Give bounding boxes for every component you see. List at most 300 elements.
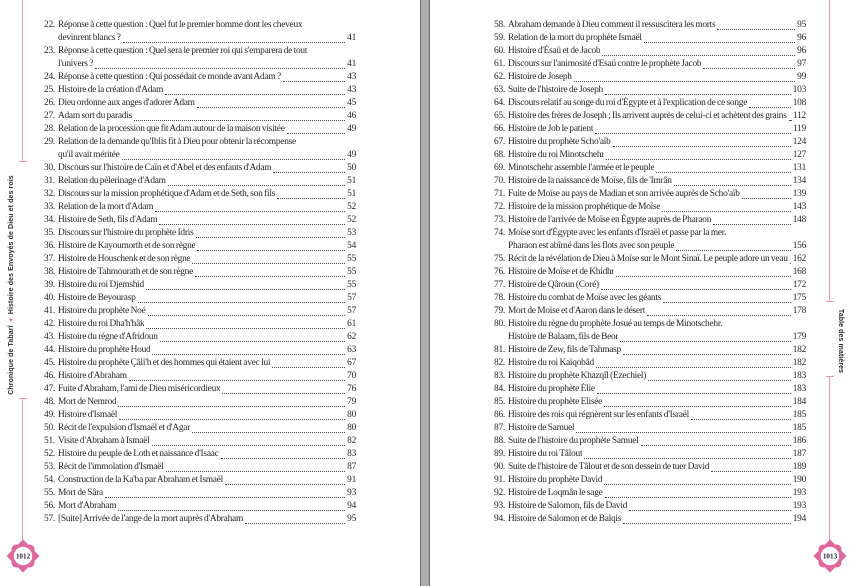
dot-leader bbox=[623, 523, 791, 524]
margin-rule bbox=[22, 0, 23, 162]
entry-title: Discours relatif au songe du roi d'Égypte et à l'explication de ce songe bbox=[507, 98, 748, 108]
entry-title: Histoire de Job le patient bbox=[507, 124, 594, 134]
toc-entry-line bbox=[44, 331, 356, 344]
toc-entry bbox=[494, 474, 806, 487]
dot-leader bbox=[138, 302, 346, 303]
entry-title: Suite de l'histoire du prophète Samuel bbox=[507, 436, 639, 446]
entry-page-number: 57 bbox=[347, 293, 356, 303]
toc-entry-line bbox=[44, 461, 356, 474]
entry-title: Histoire de Salomon, fils de David bbox=[507, 501, 628, 511]
entry-number: 62. bbox=[494, 72, 505, 82]
dot-leader bbox=[674, 185, 791, 186]
toc-entry-continuation bbox=[494, 240, 806, 253]
toc-entry bbox=[44, 110, 356, 123]
toc-entry bbox=[494, 396, 806, 409]
toc-entry-line bbox=[494, 175, 806, 188]
dot-leader bbox=[663, 302, 791, 303]
entry-page-number: 93 bbox=[347, 488, 356, 498]
entry-title: Discours sur la mission prophétique d'Adam et de Seth, son fils bbox=[57, 189, 276, 199]
entry-page-number: 186 bbox=[792, 436, 806, 446]
entry-title: Réponse à cette question : Quel sera le premier roi qui s'emparera de tout bbox=[57, 46, 308, 56]
dot-leader bbox=[152, 354, 345, 355]
entry-number: 79. bbox=[494, 306, 505, 316]
entry-number: 30. bbox=[44, 163, 55, 173]
entry-title: Histoire du roi Dha'h'hâk bbox=[57, 319, 145, 329]
entry-page-number: 55 bbox=[347, 267, 356, 277]
dot-leader bbox=[146, 328, 345, 329]
toc-entry-line bbox=[44, 84, 356, 97]
entry-page-number: 46 bbox=[347, 111, 356, 121]
entry-number: 75. bbox=[494, 254, 505, 264]
dot-leader bbox=[272, 367, 345, 368]
entry-title: Minotschehr assemble l'armée et le peuple bbox=[507, 163, 655, 173]
entry-title: Récit de l'expulsion d'Ismaël et d'Agar bbox=[57, 423, 191, 433]
toc-entry-line bbox=[44, 253, 356, 266]
entry-number: 85. bbox=[494, 397, 505, 407]
toc-entry-line bbox=[44, 500, 356, 513]
entry-page-number: 41 bbox=[347, 33, 356, 43]
dot-leader bbox=[574, 81, 795, 82]
entry-page-number: 55 bbox=[347, 254, 356, 264]
entry-number: 23. bbox=[44, 46, 55, 56]
toc-entry-line bbox=[494, 84, 806, 97]
entry-number: 22. bbox=[44, 20, 55, 30]
margin-rule bbox=[829, 0, 830, 302]
toc-entry-line bbox=[44, 292, 356, 305]
toc-entry-line bbox=[44, 240, 356, 253]
entry-page-number: 185 bbox=[792, 423, 806, 433]
toc-entry-line bbox=[494, 149, 806, 162]
toc-list-right bbox=[494, 19, 806, 526]
entry-title: Histoire de Qâroun (Coré) bbox=[507, 280, 599, 290]
toc-entry-line bbox=[44, 448, 356, 461]
toc-entry-line bbox=[44, 357, 356, 370]
entry-title: Réponse à cette question : Quel fut le premier homme dont les cheveux bbox=[57, 20, 303, 30]
entry-page-number: 182 bbox=[792, 358, 806, 368]
entry-page-number: 95 bbox=[797, 20, 806, 30]
dot-leader bbox=[165, 94, 345, 95]
toc-entry-line bbox=[494, 123, 806, 136]
toc-entry-line bbox=[44, 227, 356, 240]
toc-entry bbox=[494, 461, 806, 474]
toc-entry bbox=[44, 188, 356, 201]
entry-number: 46. bbox=[44, 371, 55, 381]
dot-leader bbox=[595, 133, 791, 134]
entry-page-number: 168 bbox=[792, 267, 806, 277]
entry-page-number: 91 bbox=[347, 475, 356, 485]
toc-entry-line bbox=[494, 305, 806, 318]
toc-entry-continuation bbox=[44, 149, 356, 162]
dot-leader bbox=[277, 198, 345, 199]
toc-entry bbox=[494, 188, 806, 201]
entry-number: 91. bbox=[494, 475, 505, 485]
dot-leader bbox=[105, 497, 345, 498]
dot-leader bbox=[118, 510, 345, 511]
entry-number: 33. bbox=[44, 202, 55, 212]
entry-number: 44. bbox=[44, 345, 55, 355]
entry-page-number: 43 bbox=[347, 85, 356, 95]
toc-entry bbox=[44, 71, 356, 84]
entry-page-number: 179 bbox=[792, 332, 806, 342]
folio-number: 1013 bbox=[822, 552, 838, 561]
entry-number: 87. bbox=[494, 423, 505, 433]
dot-leader bbox=[160, 341, 345, 342]
toc-entry-line bbox=[494, 357, 806, 370]
entry-title: Relation de la procession que fit Adam autour de la maison visitée bbox=[57, 124, 285, 134]
entry-title: Mort de Nemrod bbox=[57, 397, 117, 407]
entry-number: 40. bbox=[44, 293, 55, 303]
toc-entry bbox=[494, 149, 806, 162]
toc-entry-line bbox=[44, 201, 356, 214]
entry-number: 73. bbox=[494, 215, 505, 225]
toc-entry-line bbox=[494, 318, 806, 331]
dot-leader bbox=[656, 172, 790, 173]
toc-entry bbox=[494, 409, 806, 422]
entry-title: Histoire du prophète Noé bbox=[57, 306, 146, 316]
entry-title: [Suite] Arrivée de l'ange de la mort auprès d'Abraham bbox=[57, 514, 243, 524]
entry-title: Histoire du prophète David bbox=[507, 475, 603, 485]
dot-leader bbox=[644, 42, 795, 43]
dot-leader bbox=[159, 224, 345, 225]
entry-number: 47. bbox=[44, 384, 55, 394]
toc-entry bbox=[44, 422, 356, 435]
folio-number: 1012 bbox=[15, 552, 31, 561]
entry-number: 63. bbox=[494, 85, 505, 95]
entry-number: 92. bbox=[494, 488, 505, 498]
toc-entry-line bbox=[44, 123, 356, 136]
entry-title: Discours sur l'histoire du prophète Idris bbox=[57, 228, 194, 238]
entry-title: Relation du pèlerinage d'Adam bbox=[57, 176, 166, 186]
toc-entry-line bbox=[44, 71, 356, 84]
dot-leader bbox=[613, 146, 791, 147]
toc-entry bbox=[44, 305, 356, 318]
entry-title: Suite de l'histoire de Tâlout et de son dessein de tuer David bbox=[507, 462, 710, 472]
diamond-separator-icon: ✦ bbox=[9, 317, 15, 323]
dot-leader bbox=[195, 276, 345, 277]
toc-entry-line bbox=[494, 383, 806, 396]
entry-number: 51. bbox=[44, 436, 55, 446]
entry-number: 49. bbox=[44, 410, 55, 420]
dot-leader bbox=[713, 224, 791, 225]
entry-number: 76. bbox=[494, 267, 505, 277]
entry-title: Histoire de l'arrivée de Moïse en Égypte auprès de Pharaon bbox=[507, 215, 712, 225]
entry-number: 70. bbox=[494, 176, 505, 186]
entry-page-number: 94 bbox=[347, 501, 356, 511]
toc-entry-continuation bbox=[44, 58, 356, 71]
toc-entry bbox=[44, 292, 356, 305]
toc-entry-line bbox=[44, 474, 356, 487]
toc-entry bbox=[44, 331, 356, 344]
toc-entry-line bbox=[44, 136, 356, 149]
entry-page-number: 127 bbox=[792, 150, 806, 160]
entry-number: 29. bbox=[44, 137, 55, 147]
entry-page-number: 185 bbox=[792, 410, 806, 420]
toc-entry-line bbox=[44, 396, 356, 409]
entry-page-number: 52 bbox=[347, 215, 356, 225]
entry-number: 71. bbox=[494, 189, 505, 199]
dot-leader bbox=[596, 367, 791, 368]
entry-title: Histoire du règne du prophète Josué au temps de Minotschehr. bbox=[507, 319, 723, 329]
entry-page-number: 83 bbox=[347, 449, 356, 459]
toc-entry-line bbox=[494, 19, 806, 32]
dot-leader bbox=[134, 120, 345, 121]
toc-entry bbox=[494, 19, 806, 32]
entry-title: Récit de la révélation de Dieu à Moïse sur le Mont Sinaï. Le peuple adore un veau bbox=[507, 254, 788, 264]
toc-entry-line bbox=[494, 58, 806, 71]
toc-entry-line bbox=[44, 409, 356, 422]
toc-entry bbox=[494, 344, 806, 357]
toc-entry bbox=[494, 201, 806, 214]
dot-leader bbox=[623, 354, 791, 355]
entry-number: 43. bbox=[44, 332, 55, 342]
dot-leader bbox=[221, 458, 346, 459]
entry-title: Discours sur l'animosité d'Esaü contre le prophète Jacob bbox=[507, 59, 702, 69]
dot-leader bbox=[192, 263, 345, 264]
entry-number: 38. bbox=[44, 267, 55, 277]
entry-number: 41. bbox=[44, 306, 55, 316]
toc-entry-line bbox=[44, 214, 356, 227]
margin-rule-tick bbox=[19, 161, 27, 162]
toc-entry-line bbox=[494, 396, 806, 409]
toc-entry-line bbox=[494, 500, 806, 513]
entry-number: 34. bbox=[44, 215, 55, 225]
entry-page-number: 45 bbox=[347, 98, 356, 108]
toc-entry bbox=[44, 461, 356, 474]
dot-leader bbox=[166, 471, 346, 472]
entry-number: 50. bbox=[44, 423, 55, 433]
entry-page-number: 99 bbox=[797, 72, 806, 82]
dot-leader bbox=[118, 406, 345, 407]
entry-page-number: 143 bbox=[792, 202, 806, 212]
entry-number: 65. bbox=[494, 111, 505, 121]
entry-page-number: 51 bbox=[347, 176, 356, 186]
toc-entry-line bbox=[494, 448, 806, 461]
entry-number: 45. bbox=[44, 358, 55, 368]
dot-leader bbox=[122, 159, 346, 160]
entry-title: Mort de Moïse et d'Aaron dans le désert bbox=[507, 306, 646, 316]
entry-page-number: 79 bbox=[347, 397, 356, 407]
toc-entry bbox=[494, 123, 806, 136]
entry-page-number: 124 bbox=[792, 137, 806, 147]
entry-title: Histoire de Loqmân le sage bbox=[507, 488, 603, 498]
toc-entry-line bbox=[44, 19, 356, 32]
entry-title: Histoire de la mission prophétique de Moïse bbox=[507, 202, 661, 212]
toc-entry bbox=[44, 344, 356, 357]
entry-page-number: 80 bbox=[347, 423, 356, 433]
toc-entry bbox=[44, 435, 356, 448]
entry-page-number: 184 bbox=[792, 397, 806, 407]
toc-entry bbox=[494, 500, 806, 513]
entry-number: 60. bbox=[494, 46, 505, 56]
toc-entry bbox=[44, 123, 356, 136]
toc-entry-line bbox=[494, 110, 806, 123]
entry-page-number: 87 bbox=[347, 462, 356, 472]
dot-leader bbox=[222, 393, 345, 394]
toc-entry bbox=[44, 175, 356, 188]
toc-entry-line bbox=[44, 435, 356, 448]
entry-number: 74. bbox=[494, 228, 505, 238]
entry-page-number: 97 bbox=[797, 59, 806, 69]
entry-title: Histoire du prophète Scho'aïb bbox=[507, 137, 611, 147]
toc-entry-line bbox=[494, 227, 806, 240]
entry-title: Adam sort du paradis bbox=[57, 111, 132, 121]
entry-title: Moïse sort d'Égypte avec les enfants d'Israël et passe par la mer. bbox=[507, 228, 727, 238]
dot-leader bbox=[711, 471, 790, 472]
running-title-part2: Histoire des Envoyés de Dieu et des rois bbox=[8, 175, 15, 315]
entry-title: Histoire du roi Tâlout bbox=[507, 449, 583, 459]
toc-entry bbox=[494, 370, 806, 383]
toc-entry bbox=[44, 201, 356, 214]
page-gutter bbox=[420, 0, 430, 586]
entry-title: Dieu ordonne aux anges d'adorer Adam bbox=[57, 98, 195, 108]
entry-page-number: 96 bbox=[797, 33, 806, 43]
toc-entry-line bbox=[44, 513, 356, 526]
entry-title: Histoire du roi Kaïqobâd bbox=[507, 358, 594, 368]
entry-page-number: 182 bbox=[792, 345, 806, 355]
entry-number: 66. bbox=[494, 124, 505, 134]
toc-entry bbox=[44, 318, 356, 331]
toc-entry bbox=[44, 227, 356, 240]
toc-entry-line bbox=[44, 110, 356, 123]
running-title: Table des matières bbox=[837, 308, 844, 374]
toc-entry bbox=[44, 487, 356, 500]
toc-entry bbox=[44, 474, 356, 487]
entry-number: 67. bbox=[494, 137, 505, 147]
toc-entry bbox=[494, 110, 806, 123]
entry-page-number: 156 bbox=[792, 241, 806, 251]
entry-number: 77. bbox=[494, 280, 505, 290]
dot-leader bbox=[604, 484, 790, 485]
entry-title: Histoire de Seth, fils d'Adam bbox=[57, 215, 158, 225]
toc-entry bbox=[494, 383, 806, 396]
toc-entry bbox=[44, 357, 356, 370]
entry-number: 48. bbox=[44, 397, 55, 407]
entry-page-number: 183 bbox=[792, 384, 806, 394]
entry-page-number: 139 bbox=[792, 189, 806, 199]
dot-leader bbox=[629, 510, 791, 511]
toc-entry bbox=[494, 45, 806, 58]
toc-entry-line bbox=[494, 253, 806, 266]
toc-entry-line bbox=[494, 201, 806, 214]
entry-title: Histoire du roi Minotschehr bbox=[507, 150, 605, 160]
left-margin-running-title bbox=[8, 165, 20, 405]
entry-number: 55. bbox=[44, 488, 55, 498]
entry-page-number: 43 bbox=[347, 72, 356, 82]
entry-title: Histoire du règne d'Afridoun bbox=[57, 332, 158, 342]
dot-leader bbox=[691, 419, 791, 420]
dot-leader bbox=[196, 237, 346, 238]
entry-title: Histoire d'Ésaü et de Jacob bbox=[507, 46, 601, 56]
toc-list-left bbox=[44, 19, 356, 526]
entry-page-number: 183 bbox=[792, 371, 806, 381]
entry-title: Histoire des frères de Joseph ; Ils arrivent auprès de celui-ci et achètent des grains bbox=[507, 111, 787, 121]
toc-entry bbox=[44, 383, 356, 396]
toc-entry-line bbox=[494, 422, 806, 435]
toc-entry bbox=[494, 357, 806, 370]
entry-title: Relation de la mort du prophète Ismaël bbox=[507, 33, 642, 43]
toc-entry-continuation bbox=[494, 331, 806, 344]
dot-leader bbox=[197, 107, 345, 108]
dot-leader bbox=[245, 523, 345, 524]
toc-entry bbox=[44, 279, 356, 292]
entry-title: Histoire d'Ismaël bbox=[57, 410, 118, 420]
dot-leader bbox=[790, 263, 791, 264]
entry-page-number: 187 bbox=[792, 449, 806, 459]
right-margin-running-title bbox=[832, 281, 844, 401]
entry-number: 35. bbox=[44, 228, 55, 238]
toc-entry bbox=[44, 370, 356, 383]
entry-page-number: 76 bbox=[347, 384, 356, 394]
dot-leader bbox=[620, 341, 790, 342]
dot-leader bbox=[123, 42, 345, 43]
toc-entry bbox=[494, 253, 806, 266]
entry-page-number: 108 bbox=[792, 98, 806, 108]
entry-page-number: 82 bbox=[347, 436, 356, 446]
dot-leader bbox=[119, 419, 345, 420]
toc-entry bbox=[44, 162, 356, 175]
entry-title: Histoire du peuple de Loth et naissance d'Isaac bbox=[57, 449, 219, 459]
entry-title: Histoire d'Abraham bbox=[57, 371, 127, 381]
entry-number: 64. bbox=[494, 98, 505, 108]
toc-entry bbox=[44, 19, 356, 45]
toc-entry-line bbox=[494, 162, 806, 175]
toc-entry-line bbox=[44, 162, 356, 175]
toc-entry-line bbox=[494, 461, 806, 474]
toc-entry bbox=[494, 227, 806, 253]
entry-title-continued: devinrent blancs ? bbox=[58, 33, 121, 43]
entry-title: Relation de la demande qu'Iblis fit à Dieu pour obtenir la récompense bbox=[57, 137, 296, 147]
entry-number: 28. bbox=[44, 124, 55, 134]
dot-leader bbox=[576, 432, 790, 433]
toc-entry-line bbox=[494, 71, 806, 84]
entry-page-number: 190 bbox=[792, 475, 806, 485]
dot-leader bbox=[273, 172, 345, 173]
entry-page-number: 57 bbox=[347, 306, 356, 316]
toc-entry bbox=[44, 240, 356, 253]
dot-leader bbox=[604, 406, 791, 407]
entry-title: Suite de l'histoire de Joseph bbox=[507, 85, 603, 95]
toc-entry-line bbox=[494, 370, 806, 383]
toc-entry bbox=[494, 214, 806, 227]
entry-title: Histoire de Zew, fils de Tahmasp bbox=[507, 345, 621, 355]
entry-page-number: 134 bbox=[792, 176, 806, 186]
folio-ornament-left bbox=[6, 539, 40, 573]
dot-leader bbox=[605, 94, 791, 95]
toc-entry-line bbox=[494, 474, 806, 487]
toc-entry-line bbox=[494, 409, 806, 422]
entry-title: Fuite d'Abraham, l'ami de Dieu miséricordieux bbox=[57, 384, 221, 394]
entry-title: Mort d'Abraham bbox=[57, 501, 117, 511]
entry-title: Abraham demande à Dieu comment il ressuscitera les morts bbox=[507, 20, 716, 30]
entry-number: 72. bbox=[494, 202, 505, 212]
dot-leader bbox=[148, 315, 346, 316]
entry-number: 68. bbox=[494, 150, 505, 160]
entry-title: Histoire du prophète Khazqîl (Ezechiel) bbox=[507, 371, 647, 381]
entry-number: 24. bbox=[44, 72, 55, 82]
toc-entry-line bbox=[44, 318, 356, 331]
entry-title: Récit de l'immolation d'Ismaël bbox=[57, 462, 164, 472]
entry-number: 78. bbox=[494, 293, 505, 303]
toc-entry-line bbox=[494, 32, 806, 45]
entry-number: 93. bbox=[494, 501, 505, 511]
entry-page-number: 95 bbox=[347, 514, 356, 524]
toc-entry bbox=[494, 422, 806, 435]
toc-entry-line bbox=[494, 487, 806, 500]
entry-page-number: 70 bbox=[347, 371, 356, 381]
entry-page-number: 53 bbox=[347, 228, 356, 238]
dot-leader bbox=[789, 120, 791, 121]
dot-leader bbox=[601, 289, 791, 290]
